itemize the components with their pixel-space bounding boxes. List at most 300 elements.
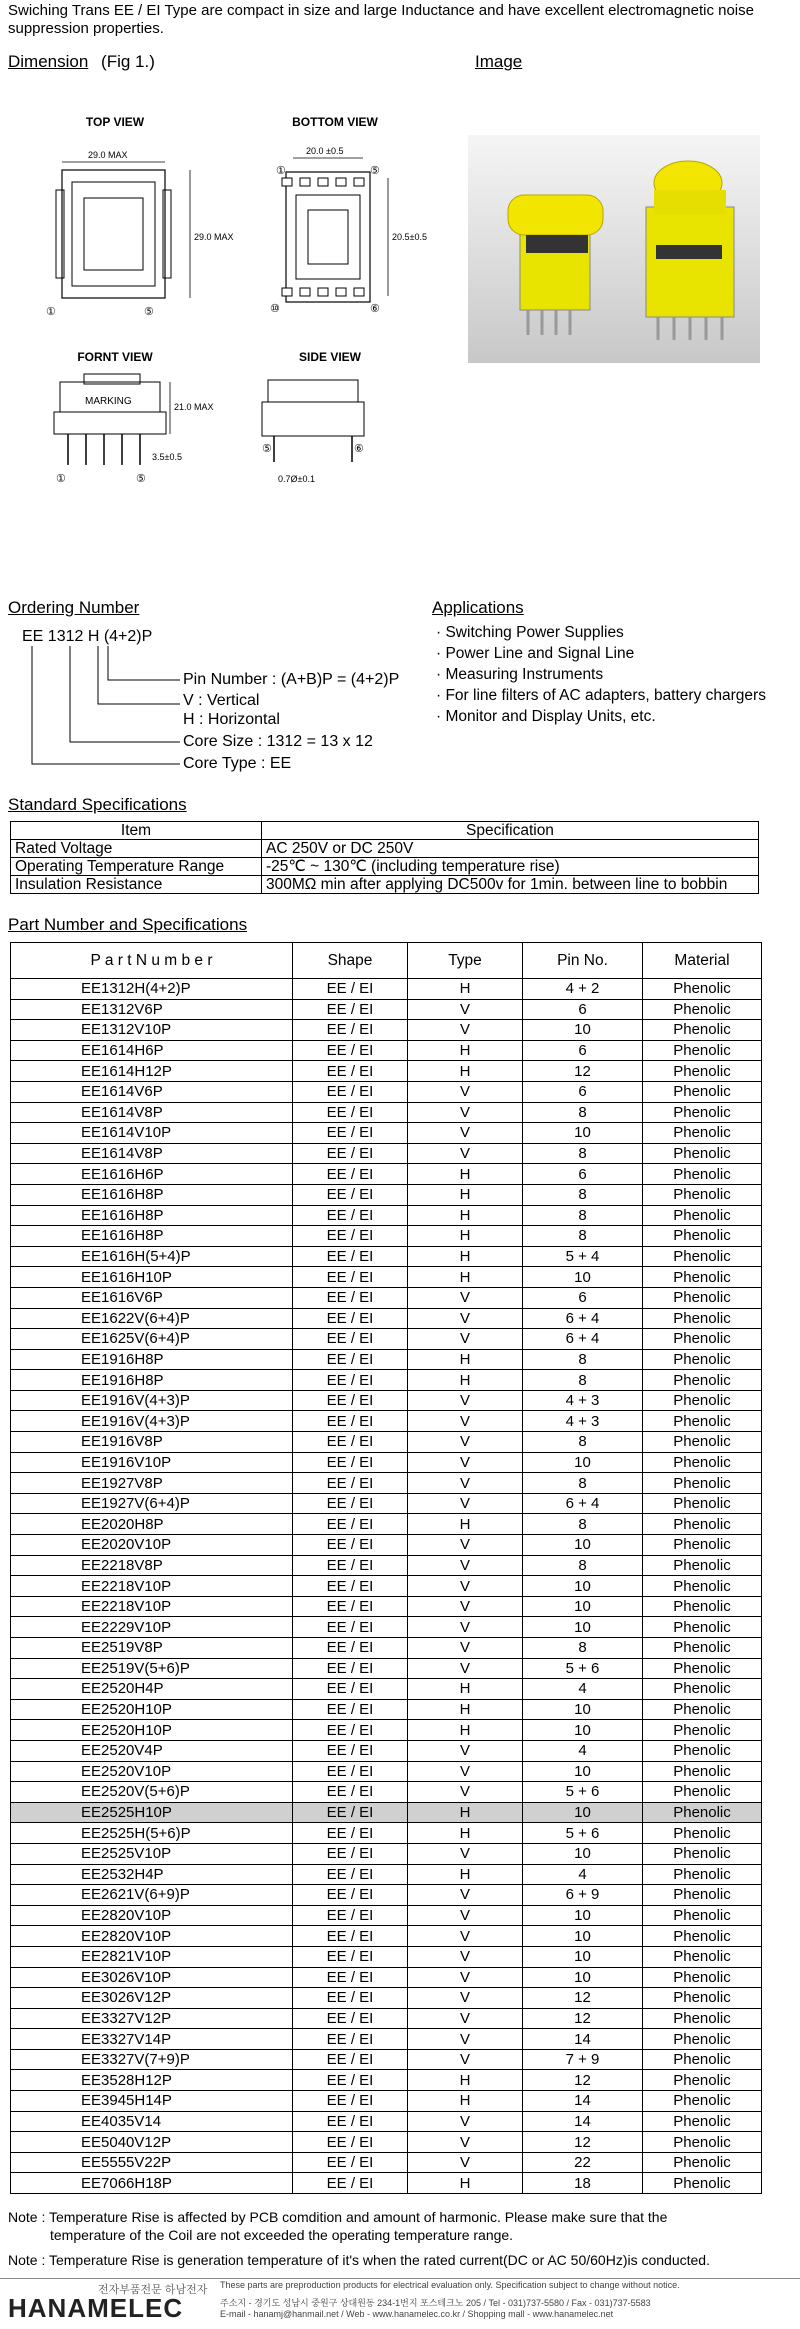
shape-cell: EE / EI — [293, 1390, 408, 1411]
ordering-core-type: Core Type : EE — [183, 755, 292, 772]
parts-row — [11, 1329, 762, 1350]
bottom-pin5: ⑤ — [370, 165, 380, 177]
product-photo — [468, 135, 760, 363]
type-cell: V — [408, 2049, 523, 2070]
footer-contacts: E-mail - hanamj@hanmail.net / Web - www.hanamelec.co.kr / Shopping mall - www.hanamelec.net — [220, 2309, 614, 2319]
parts-row — [11, 1226, 762, 1247]
dimension-heading — [8, 52, 155, 72]
pin-count-cell: 6 + 4 — [523, 1329, 643, 1350]
part-number-cell: EE2519V8P — [11, 1638, 293, 1659]
part-number-cell: EE3327V14P — [11, 2029, 293, 2050]
parts-row — [11, 1246, 762, 1267]
pin-count-cell: 10 — [523, 1843, 643, 1864]
std-spec-row — [11, 858, 759, 876]
type-cell: H — [408, 1823, 523, 1844]
shape-cell: EE / EI — [293, 2132, 408, 2153]
pin-count-cell: 4 + 2 — [523, 979, 643, 1000]
pin-count-cell: 6 + 4 — [523, 1308, 643, 1329]
pin-count-cell: 4 — [523, 1864, 643, 1885]
pin-count-cell: 10 — [523, 1761, 643, 1782]
parts-row — [11, 1020, 762, 1041]
part-number-cell: EE1616H10P — [11, 1267, 293, 1288]
std-spec-value: -25℃ ~ 130℃ (including temperature rise) — [262, 858, 759, 876]
bottom-view-drawing — [248, 140, 468, 325]
front-view-label: FORNT VIEW — [77, 350, 153, 364]
pin-count-cell: 5 + 4 — [523, 1246, 643, 1267]
parts-row — [11, 1905, 762, 1926]
shape-cell: EE / EI — [293, 1864, 408, 1885]
parts-row — [11, 1452, 762, 1473]
shape-cell: EE / EI — [293, 1205, 408, 1226]
material-cell: Phenolic — [643, 999, 762, 1020]
std-spec-header: Specification — [262, 822, 759, 840]
pin-count-cell: 14 — [523, 2111, 643, 2132]
type-cell: V — [408, 1617, 523, 1638]
shape-cell: EE / EI — [293, 1885, 408, 1906]
parts-row — [11, 1102, 762, 1123]
shape-cell: EE / EI — [293, 1905, 408, 1926]
pin-count-cell: 6 — [523, 999, 643, 1020]
type-cell: V — [408, 1638, 523, 1659]
front-pin-dim: 3.5±0.5 — [152, 452, 182, 462]
pin-count-cell: 14 — [523, 2029, 643, 2050]
parts-header: Pin No. — [523, 943, 643, 979]
part-number-cell: EE2820V10P — [11, 1905, 293, 1926]
material-cell: Phenolic — [643, 1782, 762, 1803]
top-pin5: ⑤ — [144, 306, 154, 318]
material-cell: Phenolic — [643, 1638, 762, 1659]
part-number-cell: EE1927V8P — [11, 1473, 293, 1494]
part-number-cell: EE1927V(6+4)P — [11, 1493, 293, 1514]
parts-row — [11, 1308, 762, 1329]
shape-cell: EE / EI — [293, 1143, 408, 1164]
shape-cell: EE / EI — [293, 1432, 408, 1453]
type-cell: H — [408, 2070, 523, 2091]
type-cell: H — [408, 1164, 523, 1185]
transformer-photo-right — [646, 161, 734, 340]
type-cell: V — [408, 1988, 523, 2009]
pin-count-cell: 6 + 4 — [523, 1493, 643, 1514]
parts-row — [11, 1885, 762, 1906]
shape-cell: EE / EI — [293, 2008, 408, 2029]
material-cell: Phenolic — [643, 1452, 762, 1473]
pin-count-cell: 4 + 3 — [523, 1390, 643, 1411]
part-number-cell: EE1916H8P — [11, 1349, 293, 1370]
part-number-cell: EE1916H8P — [11, 1370, 293, 1391]
type-cell: V — [408, 1432, 523, 1453]
material-cell: Phenolic — [643, 1740, 762, 1761]
shape-cell: EE / EI — [293, 2152, 408, 2173]
type-cell: V — [408, 1926, 523, 1947]
pin-count-cell: 10 — [523, 1926, 643, 1947]
shape-cell: EE / EI — [293, 2111, 408, 2132]
part-number-cell: EE2218V8P — [11, 1555, 293, 1576]
shape-cell: EE / EI — [293, 1658, 408, 1679]
pin-count-cell: 10 — [523, 1535, 643, 1556]
parts-row — [11, 1205, 762, 1226]
bottom-view-label: BOTTOM VIEW — [292, 115, 378, 129]
side-pin5: ⑤ — [262, 443, 272, 455]
parts-row — [11, 1617, 762, 1638]
shape-cell: EE / EI — [293, 1638, 408, 1659]
parts-row — [11, 1843, 762, 1864]
parts-row — [11, 1349, 762, 1370]
parts-row — [11, 1184, 762, 1205]
part-number-cell: EE2229V10P — [11, 1617, 293, 1638]
type-cell: V — [408, 1535, 523, 1556]
shape-cell: EE / EI — [293, 1020, 408, 1041]
parts-row — [11, 1123, 762, 1144]
pin-count-cell: 8 — [523, 1349, 643, 1370]
material-cell: Phenolic — [643, 1514, 762, 1535]
part-number-cell: EE1916V10P — [11, 1452, 293, 1473]
material-cell: Phenolic — [643, 1596, 762, 1617]
type-cell: V — [408, 1081, 523, 1102]
part-number-cell: EE1616H8P — [11, 1205, 293, 1226]
pin-count-cell: 8 — [523, 1102, 643, 1123]
material-cell: Phenolic — [643, 1843, 762, 1864]
pin-count-cell: 12 — [523, 2132, 643, 2153]
ordering-code: EE 1312 H (4+2)P — [22, 628, 153, 645]
ordering-vertical: V : Vertical — [183, 692, 260, 709]
parts-row — [11, 2173, 762, 2194]
top-width-dim: 29.0 MAX — [88, 150, 128, 160]
type-cell: V — [408, 1143, 523, 1164]
part-number-cell: EE2520H4P — [11, 1679, 293, 1700]
bottom-width-dim: 20.0 ±0.5 — [306, 146, 344, 156]
top-view-label: TOP VIEW — [85, 115, 145, 129]
type-cell: H — [408, 1370, 523, 1391]
pin-count-cell: 12 — [523, 2070, 643, 2091]
shape-cell: EE / EI — [293, 1514, 408, 1535]
note-1-continued: temperature of the Coil are not exceeded the operating temperature range. — [50, 2227, 514, 2243]
pin-count-cell: 6 — [523, 1081, 643, 1102]
part-number-cell: EE1916V8P — [11, 1432, 293, 1453]
bottom-pin1: ① — [276, 165, 286, 177]
side-pin-dim: 0.7Ø±0.1 — [278, 474, 315, 484]
part-number-cell: EE1622V(6+4)P — [11, 1308, 293, 1329]
parts-row — [11, 1061, 762, 1082]
application-item: · Power Line and Signal Line — [436, 645, 635, 662]
shape-cell: EE / EI — [293, 1452, 408, 1473]
shape-cell: EE / EI — [293, 1720, 408, 1741]
shape-cell: EE / EI — [293, 1535, 408, 1556]
std-spec-item: Rated Voltage — [11, 840, 262, 858]
part-number-cell: EE2520V10P — [11, 1761, 293, 1782]
parts-row — [11, 1679, 762, 1700]
shape-cell: EE / EI — [293, 2091, 408, 2112]
part-number-cell: EE1614V6P — [11, 1081, 293, 1102]
part-number-cell: EE1312V10P — [11, 1020, 293, 1041]
part-number-cell: EE1616H6P — [11, 1164, 293, 1185]
parts-row — [11, 1535, 762, 1556]
parts-row — [11, 2029, 762, 2050]
application-item: · Measuring Instruments — [436, 666, 604, 683]
material-cell: Phenolic — [643, 1390, 762, 1411]
material-cell: Phenolic — [643, 1905, 762, 1926]
type-cell: V — [408, 1967, 523, 1988]
shape-cell: EE / EI — [293, 1246, 408, 1267]
std-spec-header-row — [11, 822, 759, 840]
type-cell: V — [408, 1329, 523, 1350]
shape-cell: EE / EI — [293, 2070, 408, 2091]
pin-count-cell: 8 — [523, 1370, 643, 1391]
part-number-cell: EE2525H10P — [11, 1802, 293, 1823]
parts-row — [11, 1493, 762, 1514]
pin-count-cell: 5 + 6 — [523, 1823, 643, 1844]
material-cell: Phenolic — [643, 2132, 762, 2153]
shape-cell: EE / EI — [293, 999, 408, 1020]
shape-cell: EE / EI — [293, 1679, 408, 1700]
material-cell: Phenolic — [643, 1926, 762, 1947]
pin-count-cell: 10 — [523, 1452, 643, 1473]
shape-cell: EE / EI — [293, 1493, 408, 1514]
type-cell: V — [408, 1411, 523, 1432]
parts-header: Shape — [293, 943, 408, 979]
parts-row — [11, 1267, 762, 1288]
pin-count-cell: 10 — [523, 1967, 643, 1988]
type-cell: H — [408, 2173, 523, 2194]
material-cell: Phenolic — [643, 1308, 762, 1329]
shape-cell: EE / EI — [293, 1349, 408, 1370]
footer-tagline: 전자부품전문 하남전자 — [98, 2284, 208, 2296]
pin-count-cell: 10 — [523, 1123, 643, 1144]
type-cell: H — [408, 1349, 523, 1370]
pin-count-cell: 22 — [523, 2152, 643, 2173]
pin-count-cell: 8 — [523, 1514, 643, 1535]
material-cell: Phenolic — [643, 1988, 762, 2009]
parts-row — [11, 979, 762, 1000]
material-cell: Phenolic — [643, 2008, 762, 2029]
material-cell: Phenolic — [643, 2173, 762, 2194]
side-view-drawing — [248, 370, 448, 515]
part-number-cell: EE2020V10P — [11, 1535, 293, 1556]
parts-row — [11, 1081, 762, 1102]
part-number-cell: EE1616V6P — [11, 1287, 293, 1308]
material-cell: Phenolic — [643, 1184, 762, 1205]
type-cell: V — [408, 2008, 523, 2029]
parts-row — [11, 1802, 762, 1823]
parts-row — [11, 1473, 762, 1494]
part-number-cell: EE2525H(5+6)P — [11, 1823, 293, 1844]
part-number-cell: EE1916V(4+3)P — [11, 1411, 293, 1432]
part-number-cell: EE2820V10P — [11, 1926, 293, 1947]
parts-table — [10, 942, 762, 2194]
application-item: · For line filters of AC adapters, battery chargers — [436, 687, 766, 704]
top-view-drawing — [40, 140, 240, 325]
material-cell: Phenolic — [643, 2111, 762, 2132]
type-cell: V — [408, 1287, 523, 1308]
applications-list — [436, 622, 766, 727]
parts-row — [11, 1514, 762, 1535]
parts-row — [11, 1432, 762, 1453]
pin-count-cell: 6 — [523, 1164, 643, 1185]
pin-count-cell: 8 — [523, 1473, 643, 1494]
part-number-cell: EE2519V(5+6)P — [11, 1658, 293, 1679]
pin-count-cell: 10 — [523, 1617, 643, 1638]
material-cell: Phenolic — [643, 1720, 762, 1741]
type-cell: H — [408, 1226, 523, 1247]
shape-cell: EE / EI — [293, 1782, 408, 1803]
front-pin5: ⑤ — [136, 473, 146, 485]
pin-count-cell: 8 — [523, 1226, 643, 1247]
type-cell: V — [408, 2152, 523, 2173]
type-cell: V — [408, 1576, 523, 1597]
shape-cell: EE / EI — [293, 1967, 408, 1988]
shape-cell: EE / EI — [293, 2173, 408, 2194]
part-number-cell: EE5555V22P — [11, 2152, 293, 2173]
type-cell: V — [408, 1843, 523, 1864]
side-view-label: SIDE VIEW — [298, 350, 361, 364]
parts-row — [11, 1761, 762, 1782]
note-2: Note : Temperature Rise is generation temperature of it's when the rated current(DC or AC 50/60Hz)is conducted. — [8, 2252, 710, 2268]
material-cell: Phenolic — [643, 1246, 762, 1267]
parts-row — [11, 1164, 762, 1185]
part-number-cell: EE2520V4P — [11, 1740, 293, 1761]
pin-count-cell: 10 — [523, 1576, 643, 1597]
shape-cell: EE / EI — [293, 1843, 408, 1864]
pin-count-cell: 4 — [523, 1740, 643, 1761]
material-cell: Phenolic — [643, 1020, 762, 1041]
parts-title: Part Number and Specifications — [8, 915, 248, 934]
material-cell: Phenolic — [643, 1473, 762, 1494]
shape-cell: EE / EI — [293, 1184, 408, 1205]
type-cell: H — [408, 1802, 523, 1823]
shape-cell: EE / EI — [293, 2049, 408, 2070]
type-cell: V — [408, 1452, 523, 1473]
application-item: · Switching Power Supplies — [436, 624, 624, 641]
parts-row — [11, 1555, 762, 1576]
type-cell: V — [408, 1123, 523, 1144]
material-cell: Phenolic — [643, 1535, 762, 1556]
shape-cell: EE / EI — [293, 1164, 408, 1185]
part-number-cell: EE2520V(5+6)P — [11, 1782, 293, 1803]
material-cell: Phenolic — [643, 2029, 762, 2050]
shape-cell: EE / EI — [293, 1988, 408, 2009]
front-pin1: ① — [56, 473, 66, 485]
part-number-cell: EE2218V10P — [11, 1576, 293, 1597]
std-spec-value: AC 250V or DC 250V — [262, 840, 759, 858]
parts-header: P a r t N u m b e r — [11, 943, 293, 979]
material-cell: Phenolic — [643, 1493, 762, 1514]
parts-row — [11, 2049, 762, 2070]
top-pin1: ① — [46, 306, 56, 318]
pin-count-cell: 12 — [523, 2008, 643, 2029]
parts-header: Type — [408, 943, 523, 979]
pin-count-cell: 8 — [523, 1184, 643, 1205]
material-cell: Phenolic — [643, 1370, 762, 1391]
type-cell: V — [408, 1555, 523, 1576]
parts-row — [11, 2008, 762, 2029]
parts-row — [11, 1576, 762, 1597]
material-cell: Phenolic — [643, 2070, 762, 2091]
material-cell: Phenolic — [643, 1040, 762, 1061]
part-number-cell: EE1312H(4+2)P — [11, 979, 293, 1000]
pin-count-cell: 10 — [523, 1596, 643, 1617]
intro-text: Swiching Trans EE / EI Type are compact in size and large Inductance and have excellent electromagnetic noise suppression properties. — [8, 2, 754, 37]
bottom-pin10: ⑩ — [270, 303, 280, 315]
part-number-cell: EE1312V6P — [11, 999, 293, 1020]
std-spec-item: Insulation Resistance — [11, 876, 262, 894]
pin-count-cell: 8 — [523, 1638, 643, 1659]
type-cell: H — [408, 1679, 523, 1700]
shape-cell: EE / EI — [293, 1123, 408, 1144]
shape-cell: EE / EI — [293, 1411, 408, 1432]
material-cell: Phenolic — [643, 1432, 762, 1453]
std-spec-item: Operating Temperature Range — [11, 858, 262, 876]
parts-row — [11, 2070, 762, 2091]
type-cell: H — [408, 1514, 523, 1535]
material-cell: Phenolic — [643, 1205, 762, 1226]
note-1: Note : Temperature Rise is affected by PCB comdition and amount of harmonic. Please make sure that the — [8, 2209, 668, 2225]
part-number-cell: EE3026V10P — [11, 1967, 293, 1988]
pin-count-cell: 6 — [523, 1287, 643, 1308]
parts-row — [11, 1287, 762, 1308]
image-title: Image — [475, 52, 523, 71]
pin-count-cell: 8 — [523, 1555, 643, 1576]
pin-count-cell: 10 — [523, 1267, 643, 1288]
pin-count-cell: 12 — [523, 1988, 643, 2009]
part-number-cell: EE2520H10P — [11, 1699, 293, 1720]
shape-cell: EE / EI — [293, 1473, 408, 1494]
material-cell: Phenolic — [643, 1679, 762, 1700]
parts-row — [11, 1658, 762, 1679]
pin-count-cell: 8 — [523, 1432, 643, 1453]
parts-row — [11, 1946, 762, 1967]
parts-row — [11, 1699, 762, 1720]
pin-count-cell: 6 + 9 — [523, 1885, 643, 1906]
part-number-cell: EE1614V8P — [11, 1102, 293, 1123]
pin-count-cell: 6 — [523, 1040, 643, 1061]
type-cell: V — [408, 999, 523, 1020]
part-number-cell: EE1614V8P — [11, 1143, 293, 1164]
type-cell: V — [408, 1493, 523, 1514]
material-cell: Phenolic — [643, 1658, 762, 1679]
material-cell: Phenolic — [643, 1885, 762, 1906]
pin-count-cell: 10 — [523, 1946, 643, 1967]
part-number-cell: EE1616H(5+4)P — [11, 1246, 293, 1267]
part-number-cell: EE3026V12P — [11, 1988, 293, 2009]
shape-cell: EE / EI — [293, 1102, 408, 1123]
type-cell: V — [408, 2111, 523, 2132]
std-spec-row — [11, 876, 759, 894]
part-number-cell: EE2520H10P — [11, 1720, 293, 1741]
material-cell: Phenolic — [643, 1081, 762, 1102]
type-cell: H — [408, 1720, 523, 1741]
pin-count-cell: 10 — [523, 1905, 643, 1926]
shape-cell: EE / EI — [293, 979, 408, 1000]
std-spec-header: Item — [11, 822, 262, 840]
shape-cell: EE / EI — [293, 1226, 408, 1247]
parts-row — [11, 2152, 762, 2173]
part-number-cell: EE1625V(6+4)P — [11, 1329, 293, 1350]
pin-count-cell: 10 — [523, 1699, 643, 1720]
part-number-cell: EE2621V(6+9)P — [11, 1885, 293, 1906]
type-cell: H — [408, 1267, 523, 1288]
fig-label: (Fig 1.) — [101, 52, 155, 71]
pin-count-cell: 18 — [523, 2173, 643, 2194]
std-spec-value: 300MΩ min after applying DC500v for 1min. between line to bobbin — [262, 876, 759, 894]
application-item: · Monitor and Display Units, etc. — [436, 708, 656, 725]
pin-count-cell: 10 — [523, 1802, 643, 1823]
material-cell: Phenolic — [643, 1226, 762, 1247]
material-cell: Phenolic — [643, 1802, 762, 1823]
type-cell: H — [408, 979, 523, 1000]
pin-count-cell: 8 — [523, 1143, 643, 1164]
shape-cell: EE / EI — [293, 1699, 408, 1720]
type-cell: V — [408, 1782, 523, 1803]
type-cell: V — [408, 2132, 523, 2153]
